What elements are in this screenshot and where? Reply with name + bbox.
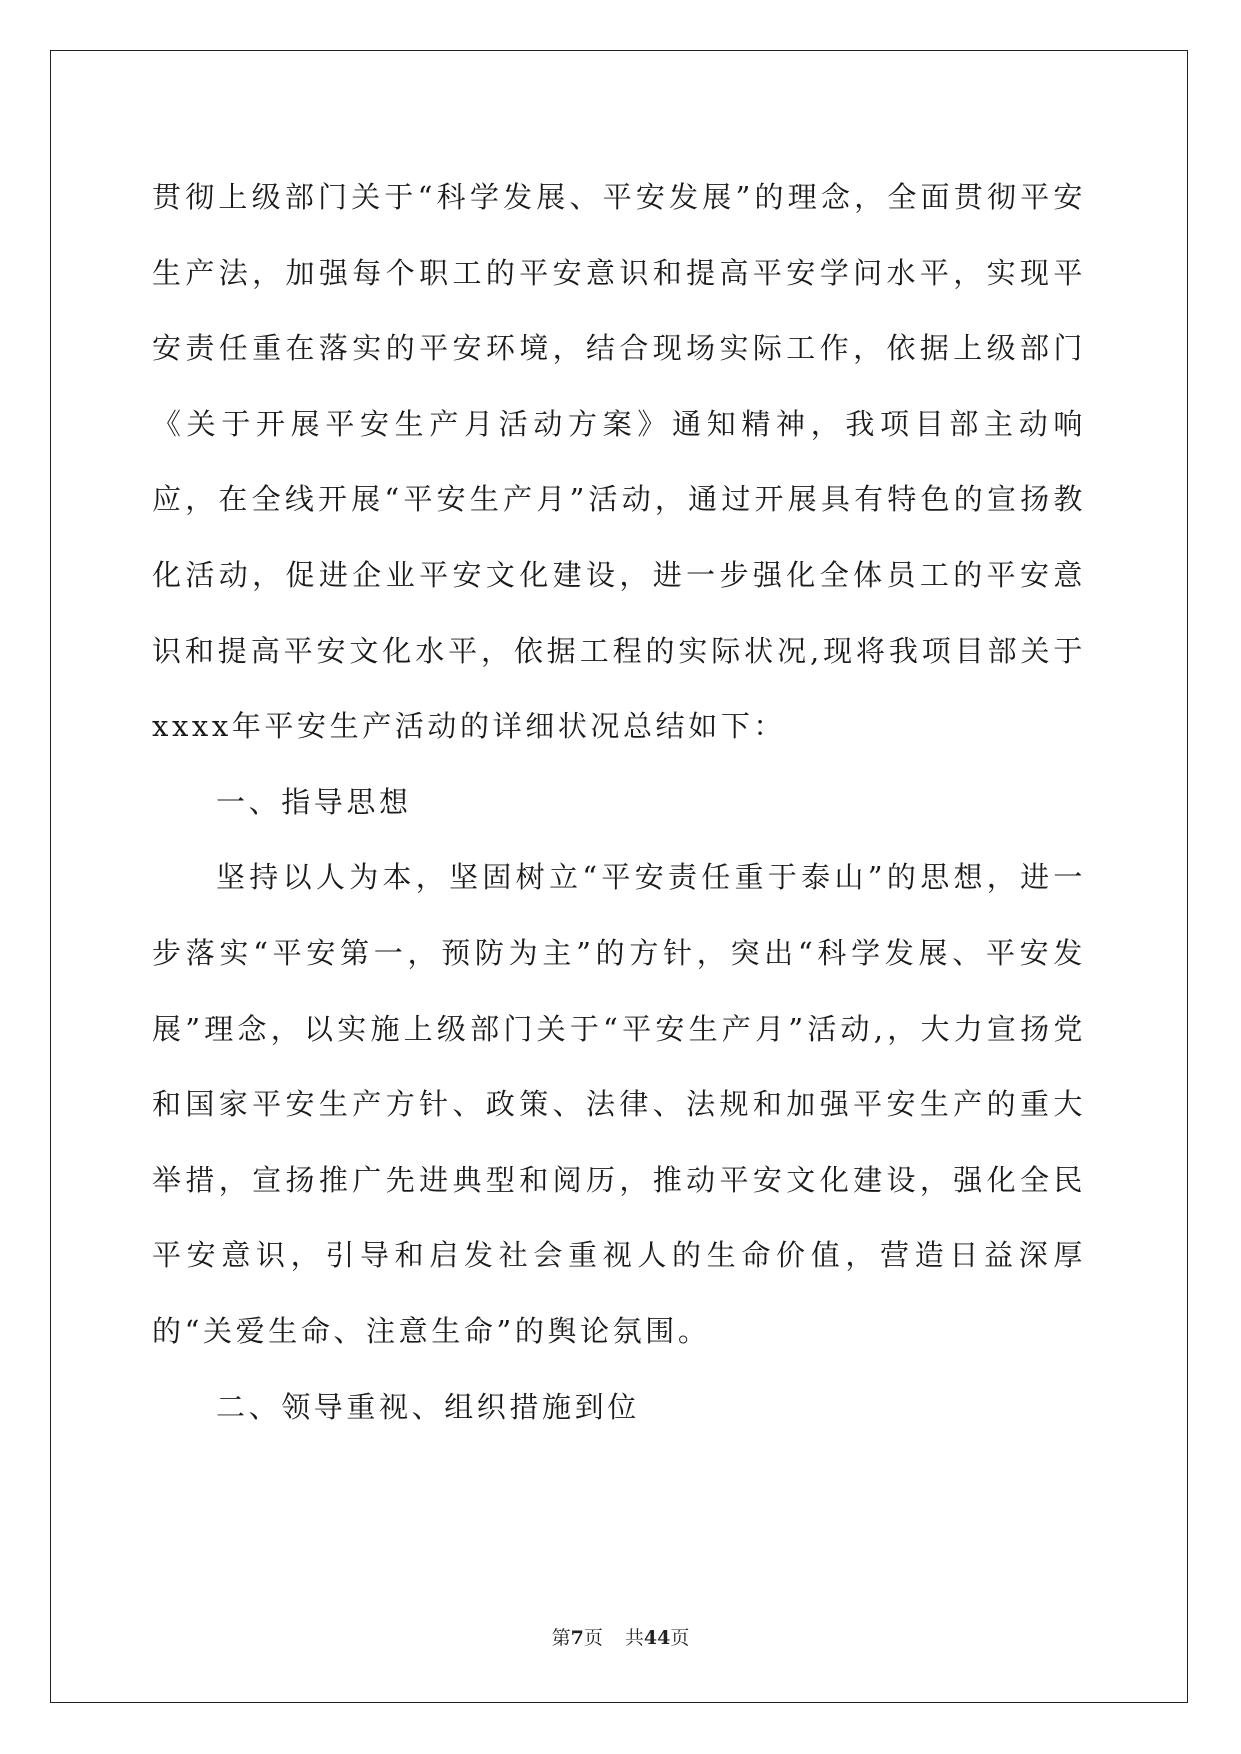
footer-total-suffix: 页 [670, 1627, 690, 1649]
current-page-number: 7 [570, 1627, 584, 1649]
total-page-count: 44 [643, 1627, 671, 1649]
paragraph-guiding-ideology: 坚持以人为本，坚固树立“平安责任重于泰山”的思想，进一步落实“平安第一，预防为主”的方针，突出“科学发展、平安发展”理念，以实施上级部门关于“平安生产月”活动,，大力宣扬党和国家平安生产方针、政策、法律、法规和加强平安生产的重大举措，宣扬推广先进典型和阅历，推动平安文化建设，强化全民平安意识，引导和启发社会重视人的生命价值，营造日益深厚的“关爱生命、注意生命”的舆论氛围。 [152, 860, 1086, 1348]
page-footer [0, 1623, 1241, 1650]
section-heading-leadership: 二、领导重视、组织措施到位 [216, 1389, 640, 1424]
paragraph-intro: 贯彻上级部门关于“科学发展、平安发展”的理念，全面贯彻平安生产法，加强每个职工的平安意识和提高平安学问水平，实现平安责任重在落实的平安环境，结合现场实际工作，依据上级部门《关于开展平安生产月活动方案》通知精神，我项目部主动响应，在全线开展“平安生产月”活动，通过开展具有特色的宣扬教化活动，促进企业平安文化建设，进一步强化全体员工的平安意识和提高平安文化水平，依据工程的实际状况,现将我项目部关于xxxx年平安生产活动的详细状况总结如下： [152, 180, 1086, 744]
footer-prefix: 第 [551, 1627, 571, 1649]
footer-page-suffix: 页 [583, 1627, 603, 1649]
document-body [152, 160, 1086, 1445]
section-heading-guiding-ideology: 一、指导思想 [216, 784, 412, 819]
footer-total-prefix: 共 [624, 1627, 644, 1649]
